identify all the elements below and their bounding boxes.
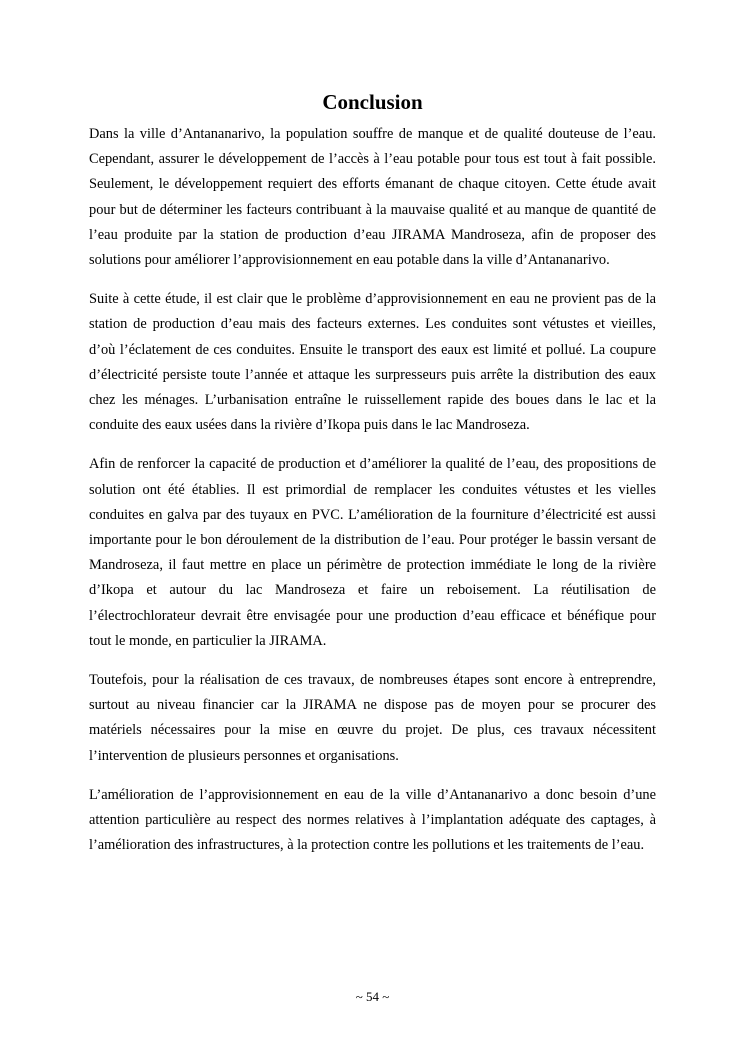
paragraph: Afin de renforcer la capacité de production et d’améliorer la qualité de l’eau, des propositions de solution ont été établies. Il est primordial de remplacer les conduites vétustes et les vielles conduites en galva par des tuyaux en PVC. L’amélioration de la fourniture d’électricité est aussi importante pour le bon déroulement de la distribution de l’eau. Pour protéger le bassin versant de Mandroseza, il faut mettre en place un périmètre de protection immédiate le long de la rivière d’Ikopa et autour du lac Mandroseza et faire un reboisement. La réutilisation de l’électrochlorateur devrait être envisagée pour une production d’eau efficace et bénéfique pour tout le monde, en particulier la JIRAMA. [89,456,656,649]
paragraph: Toutefois, pour la réalisation de ces travaux, de nombreuses étapes sont encore à entreprendre, surtout au niveau financier car la JIRAMA ne dispose pas de moyen pour se procurer des matériels nécessaires pour la mise en œuvre du projet. De plus, ces travaux nécessitent l’intervention de plusieurs personnes et organisations. [89,672,656,764]
body-text [89,122,656,872]
page-number: ~ 54 ~ [355,989,390,1004]
paragraph: L’amélioration de l’approvisionnement en eau de la ville d’Antananarivo a donc besoin d’une attention particulière au respect des normes relatives à l’implantation adéquate des captages, à l’amélioration des infrastructures, à la protection contre les pollutions et les traitements de l’eau. [89,786,656,854]
paragraph: Suite à cette étude, il est clair que le problème d’approvisionnement en eau ne provient pas de la station de production d’eau mais des facteurs externes. Les conduites sont vétustes et vieilles, d’où l’éclatement de ces conduites. Ensuite le transport des eaux est limité et pollué. La coupure d’électricité persiste toute l’année et attaque les surpresseurs puis arrête la distribution des eaux chez les ménages. L’urbanisation entraîne le ruissellement rapide des boues dans le lac et la conduite des eaux usées dans la rivière d’Ikopa puis dans le lac Mandroseza. [89,291,656,434]
page-title: Conclusion [322,90,423,114]
paragraph: Dans la ville d’Antananarivo, la population souffre de manque et de qualité douteuse de l’eau. Cependant, assurer le développement de l’accès à l’eau potable pour tous est tout à fait possible. Seulement, le développement requiert des efforts émanant de chaque citoyen. Cette étude avait pour but de déterminer les facteurs contribuant à la mauvaise qualité et au manque de quantité de l’eau produite par la station de production d’eau JIRAMA Mandroseza, afin de proposer des solutions pour améliorer l’approvisionnement en eau potable dans la ville d’Antananarivo. [89,126,656,269]
